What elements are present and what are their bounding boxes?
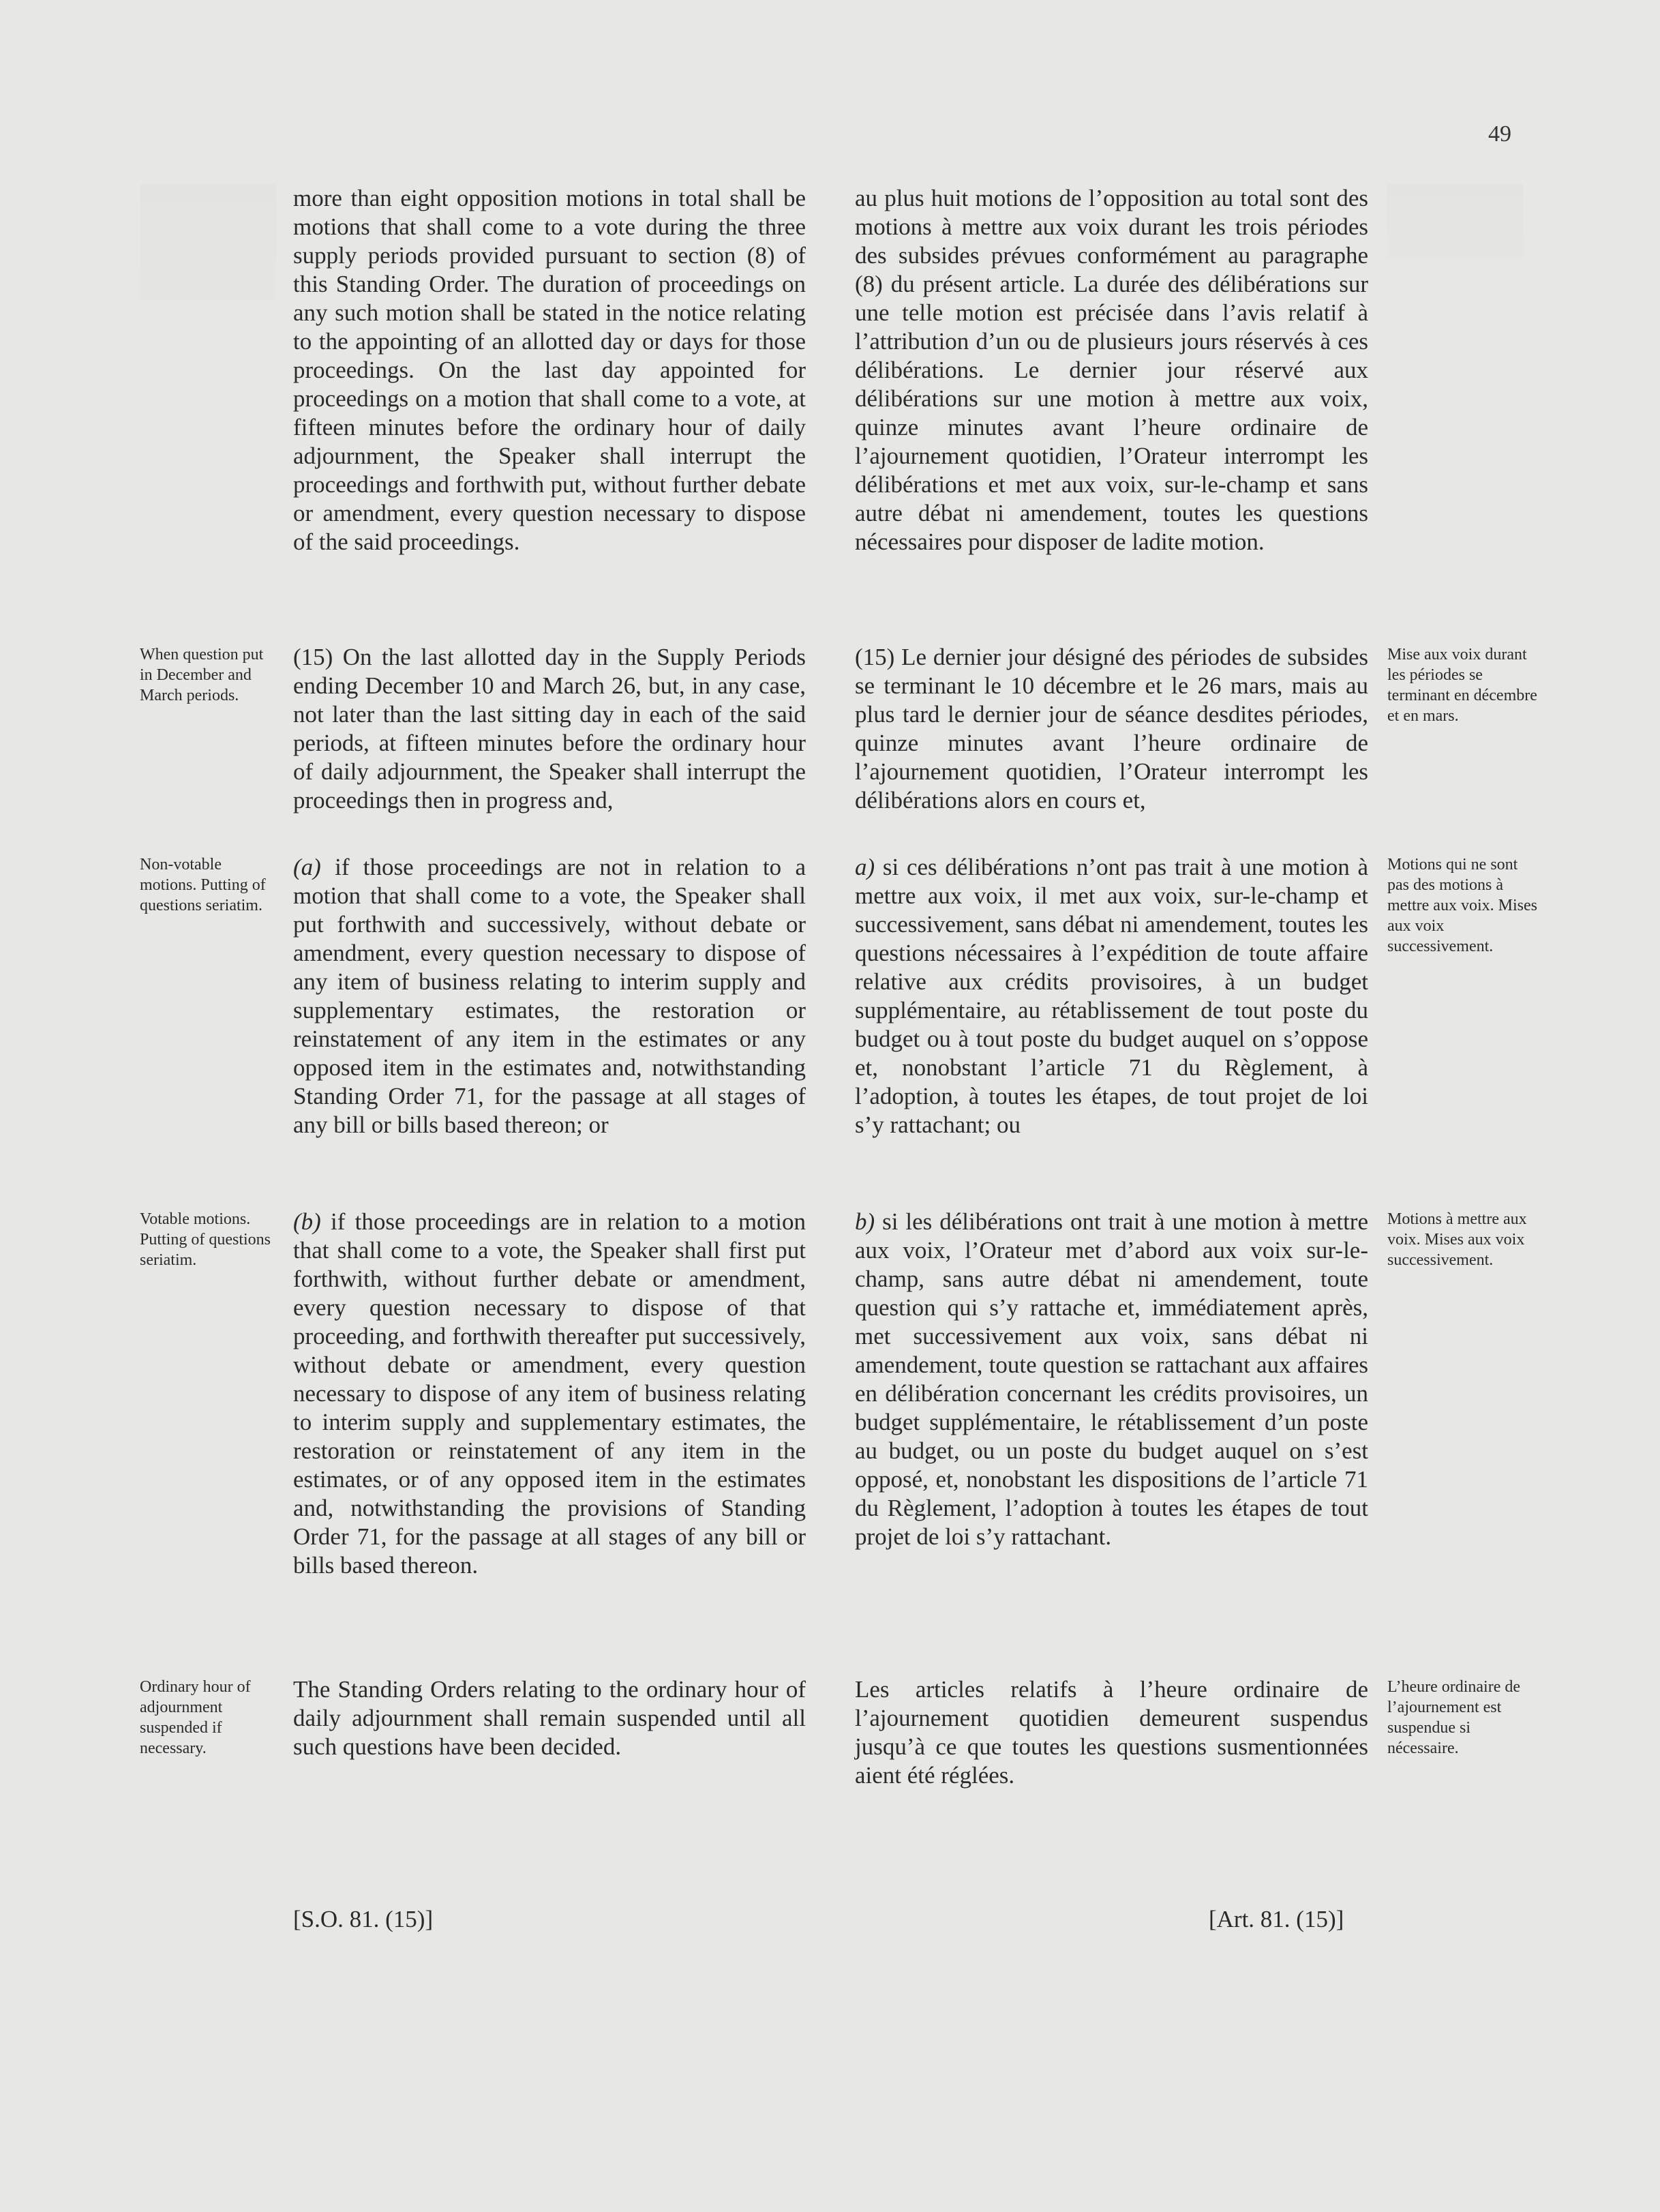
english-clause-a (293, 853, 806, 1139)
margin-note-en-non-votable: Non-votable motions. Putting of questions seriatim. (140, 856, 266, 914)
margin-note-en-adjournment: Ordinary hour of adjournment suspended if necessary. (140, 1678, 251, 1757)
french-paragraph-15 (855, 643, 1368, 815)
english-closing-paragraph (293, 1675, 806, 1761)
bleed-through-shadow (1387, 184, 1524, 259)
french-clause-a-label: a) (855, 854, 875, 880)
english-clause-a-text (293, 853, 806, 1139)
french-reference: [Art. 81. (15)] (1209, 1906, 1344, 1932)
english-closing-paragraph-text: The Standing Orders relating to the ordinary hour of daily adjournment shall remain suspended until all such questions have been decided. (293, 1676, 806, 1760)
english-reference: [S.O. 81. (15)] (293, 1906, 434, 1932)
english-clause-b-label: (b) (293, 1208, 321, 1235)
french-paragraph-15-text: (15) Le dernier jour désigné des périodes de subsides se terminant le 10 décembre et le 26 mars, mais au plus tard le dernier jour de séance desdites périodes, quinze minutes avant l’heure ordinaire de l’ajournement quotidien, l’Orateur interrompt les délibérations alors en cours et, (855, 644, 1368, 813)
english-clause-b-body: if those proceedings are in relation to a motion that shall come to a vote, the Speaker shall first put forthwith, without further debate or amendment, every question necessary to dispose of that proceeding, and forthwith thereafter put successively, without debate or amendment, every question necessary to dispose of any item of business relating to interim supply and supplementary estimates, the restoration or reinstatement of any item in the estimates, or of any opposed item in the estimates and, notwithstanding the provisions of Standing Order 71, for the passage at all stages of any bill or bills based thereon. (293, 1208, 806, 1579)
french-clause-a-body: si ces délibérations n’ont pas trait à une motion à mettre aux voix, il met aux voix, sur-le-champ et successivement, sans débat ni amendement, toutes les questions nécessaires à l’expédition de toute affaire relative aux crédits provisoires, à un budget supplémentaire, au rétablissement de tout poste du budget ou à tout poste du budget auquel on s’oppose et, nonobstant l’article 71 du Règlement, à l’adoption, à toutes les étapes, de tout projet de loi s’y rattachant; ou (855, 854, 1368, 1138)
english-paragraph-15 (293, 643, 806, 815)
french-clause-a (855, 853, 1368, 1139)
margin-note-fr-non-votable: Motions qui ne sont pas des motions à mettre aux voix. Mises aux voix successivement. (1387, 856, 1537, 955)
french-paragraph-1-text: au plus huit motions de l’opposition au total sont des motions à mettre aux voix durant les trois périodes des subsides prévues conformément au paragraphe (8) du présent article. La durée des délibérations sur une telle motion est précisée dans l’avis relatif à l’attribution d’un ou de plusieurs jours réservés à ces délibérations. Le dernier jour réservé aux délibérations sur une motion à mettre aux voix, quinze minutes avant l’heure ordinaire de l’ajournement quotidien, l’Orateur interrompt les délibérations et met aux voix, sur-le-champ et sans autre débat ni amendement, toutes les questions nécessaires pour disposer de ladite motion. (855, 185, 1368, 555)
english-paragraph-15-text: (15) On the last allotted day in the Supply Periods ending December 10 and March 26, but, in any case, not later than the last sitting day in each of the said periods, at fifteen minutes before the ordinary hour of daily adjournment, the Speaker shall interrupt the proceedings then in progress and, (293, 644, 806, 813)
margin-note-fr-ajournement: L’heure ordinaire de l’ajournement est suspendue si nécessaire. (1387, 1678, 1521, 1757)
french-clause-b-text (855, 1208, 1368, 1551)
page-number: 49 (1488, 121, 1511, 147)
english-paragraph-1-text: more than eight opposition motions in total shall be motions that shall come to a vote during the three supply periods provided pursuant to section (8) of this Standing Order. The duration of proceedings on any such motion shall be stated in the notice relating to the appointing of an allotted day or days for those proceedings. On the last day appointed for proceedings on a motion that shall come to a vote, at fifteen minutes before the ordinary hour of daily adjournment, the Speaker shall interrupt the proceedings and forthwith put, without further debate or amendment, every question necessary to dispose of the said proceedings. (293, 185, 806, 555)
margin-note-en-votable: Votable motions. Putting of questions seriatim. (140, 1210, 271, 1269)
french-clause-b-body: si les délibérations ont trait à une motion à mettre aux voix, l’Orateur met d’abord aux voix sur-le-champ, sans autre débat ni amendement, toute question qui s’y rattache et, immédiatement après, met successivement aux voix, sans débat ni amendement, toute question se rattachant aux affaires en délibération concernant les crédits provisoires, un budget supplémentaire, le rétablissement d’un poste au budget, ou un poste du budget auquel on s’est opposé, et, nonobstant les dispositions de l’article 71 du Règlement, l’adoption à toutes les étapes de tout projet de loi s’y rattachant. (855, 1208, 1368, 1550)
margin-note-fr-votable: Motions à mettre aux voix. Mises aux voix successivement. (1387, 1210, 1527, 1269)
french-closing-paragraph (855, 1675, 1368, 1790)
french-closing-paragraph-text: Les articles relatifs à l’heure ordinaire de l’ajournement quotidien demeurent suspendus jusqu’à ce que toutes les questions susmentionnées aient été réglées. (855, 1676, 1368, 1789)
french-paragraph-1 (855, 184, 1368, 556)
french-clause-a-text (855, 853, 1368, 1139)
margin-note-fr-decembre-mars: Mise aux voix durant les périodes se terminant en décembre et en mars. (1387, 646, 1537, 725)
margin-note-en-december-march: When question put in December and March periods. (140, 646, 264, 704)
bleed-through-shadow (140, 184, 276, 300)
english-paragraph-1 (293, 184, 806, 556)
english-clause-a-body: if those proceedings are not in relation to a motion that shall come to a vote, the Speaker shall put forthwith and successively, without debate or amendment, every question necessary to dispose of any item of business relating to interim supply and supplementary estimates, the restoration or reinstatement of any item in the estimates or any opposed item in the estimates and, notwithstanding Standing Order 71, for the passage at all stages of any bill or bills based thereon; or (293, 854, 806, 1138)
french-clause-b-label: b) (855, 1208, 875, 1235)
english-clause-b (293, 1208, 806, 1580)
french-clause-b (855, 1208, 1368, 1551)
english-clause-b-text (293, 1208, 806, 1580)
english-clause-a-label: (a) (293, 854, 321, 880)
